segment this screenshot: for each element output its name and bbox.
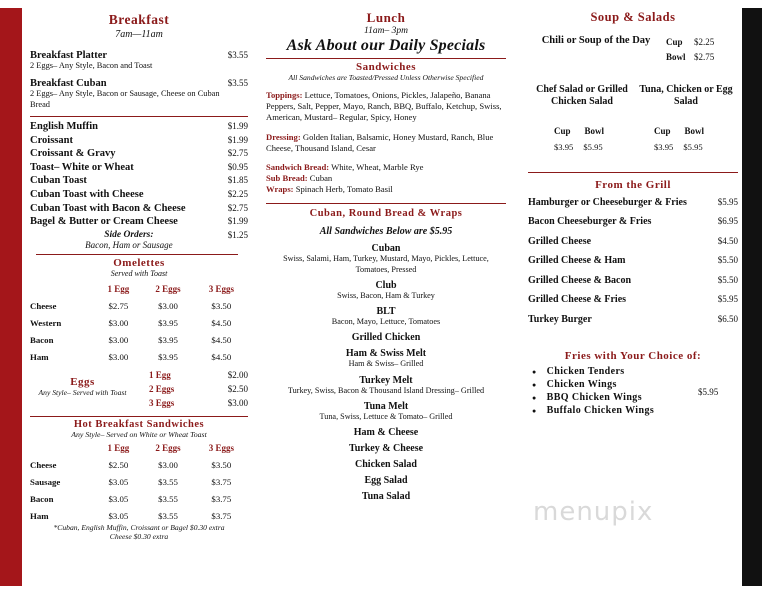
item-name: Cuban Toast with Cheese xyxy=(30,188,144,200)
item-name: Grilled Cheese & Fries xyxy=(528,294,627,306)
item-price: $3.55 xyxy=(227,50,248,60)
list-item xyxy=(30,203,248,214)
fries-price: $5.95 xyxy=(698,387,719,398)
item-price: $6.50 xyxy=(717,313,738,324)
item-name: English Muffin xyxy=(30,121,98,132)
item-price: $2.25 xyxy=(227,188,248,199)
omelettes-table xyxy=(30,282,248,364)
toppings-label: Toppings: xyxy=(266,90,303,100)
chef-salad-name: Chef Salad or Grilled Chicken Salad xyxy=(536,83,628,107)
cell-price: $3.95 xyxy=(158,334,178,345)
item-name: Breakfast Platter xyxy=(30,50,108,61)
bread-label: Sandwich Bread: xyxy=(266,161,330,172)
eggs-subtitle: Any Style– Served with Toast xyxy=(38,387,127,397)
dressing-label: Dressing: xyxy=(266,131,301,142)
table-row xyxy=(30,489,248,506)
item-name: Chicken Wings xyxy=(546,379,617,391)
list-item xyxy=(266,375,506,396)
side-orders-items: Bacon, Ham or Sausage xyxy=(85,239,173,250)
row-name: Bacon xyxy=(30,493,54,504)
item-name: Chicken Tenders xyxy=(546,366,625,378)
list-item xyxy=(30,135,248,146)
list-item xyxy=(266,401,506,422)
list-item xyxy=(528,197,738,210)
item-desc: 2 Eggs– Any Style, Bacon or Sausage, Cheese on Cuban Bread xyxy=(30,89,220,109)
bowl-header: Bowl xyxy=(684,125,705,136)
list-item xyxy=(135,368,248,382)
table-row xyxy=(30,472,248,489)
list-item xyxy=(266,332,506,343)
item-name: BBQ Chicken Wings xyxy=(546,392,642,404)
item-desc: 2 Eggs– Any Style, Bacon and Toast xyxy=(30,61,153,70)
item-name: BLT xyxy=(376,306,396,318)
table-row xyxy=(30,506,248,523)
breakfast-title: Breakfast xyxy=(108,12,170,27)
table-row xyxy=(30,313,248,330)
list-item xyxy=(266,243,506,275)
item-desc: Turkey, Swiss, Bacon & Thousand Island Dressing– Grilled xyxy=(287,385,485,395)
item-price: $2.00 xyxy=(227,369,248,380)
cell-price: $3.05 xyxy=(108,510,129,521)
egg-count: 2 Eggs xyxy=(149,383,175,394)
col-header: 2 Eggs xyxy=(155,442,181,453)
note-line: Cheese $0.30 extra xyxy=(109,531,169,541)
bowl-label: Bowl xyxy=(666,52,686,63)
lunch-title: Lunch xyxy=(366,10,406,25)
dressing-text: Golden Italian, Balsamic, Honey Mustard, Ranch, Blue Cheese, Thousand Island, Cesar xyxy=(266,131,494,153)
col-header: 3 Eggs xyxy=(208,442,234,453)
item-price: $4.50 xyxy=(717,235,738,246)
cell-price: $3.75 xyxy=(211,476,232,487)
divider xyxy=(266,203,506,204)
item-name: Grilled Cheese & Ham xyxy=(528,255,626,267)
row-name: Cheese xyxy=(30,459,57,470)
wraps-text: Spinach Herb, Tomato Basil xyxy=(295,184,393,195)
item-name: Bagel & Butter or Cream Cheese xyxy=(30,216,178,228)
sandwiches-subtitle: All Sandwiches are Toasted/Pressed Unless Otherwise Specified xyxy=(288,73,484,82)
name-header xyxy=(30,282,95,296)
table-header-row xyxy=(30,441,248,455)
cell-price: $3.50 xyxy=(211,459,232,470)
grill-title: From the Grill xyxy=(595,178,671,191)
table-row xyxy=(30,455,248,472)
sub-bread-label: Sub Bread: xyxy=(266,173,308,184)
chef-salad xyxy=(528,84,636,152)
hot-breakfast-note xyxy=(30,523,248,541)
breakfast-platter xyxy=(30,50,248,70)
item-desc: Ham & Swiss– Grilled xyxy=(348,359,424,369)
list-item xyxy=(266,348,506,369)
bullet-icon: ● xyxy=(532,393,537,402)
row-name: Cheese xyxy=(30,300,57,311)
side-orders-price: $1.25 xyxy=(227,229,248,240)
table-row xyxy=(30,330,248,347)
item-name: Grilled Cheese & Bacon xyxy=(528,274,632,286)
item-price: $1.85 xyxy=(227,175,248,186)
item-name: Grilled Chicken xyxy=(351,332,421,344)
sandwiches-title: Sandwiches xyxy=(355,61,417,73)
item-price: $5.95 xyxy=(717,294,738,305)
cell-price: $3.05 xyxy=(108,476,129,487)
cell-price: $3.00 xyxy=(158,300,178,311)
divider xyxy=(30,416,248,417)
list-item xyxy=(532,392,698,403)
list-item xyxy=(30,216,248,227)
item-name: Croissant xyxy=(30,134,73,146)
hot-breakfast-title: Hot Breakfast Sandwiches xyxy=(73,418,205,430)
tuna-bowl-price: $5.95 xyxy=(683,141,703,152)
cell-price: $3.75 xyxy=(211,510,232,521)
cell-price: $3.55 xyxy=(158,476,178,487)
bowl-price: $2.75 xyxy=(694,52,715,63)
item-desc: Swiss, Salami, Ham, Turkey, Mustard, Mayo, Pickles, Lettuce, Tomatoes, Pressed xyxy=(283,254,489,274)
cup-header: Cup xyxy=(554,125,571,136)
item-name: Buffalo Chicken Wings xyxy=(546,405,655,417)
item-price: $0.95 xyxy=(227,161,248,172)
item-name: Grilled Cheese xyxy=(528,235,592,247)
list-item xyxy=(266,280,506,301)
item-name: Egg Salad xyxy=(364,475,408,487)
item-name: Ham & Swiss Melt xyxy=(345,348,427,360)
cell-price: $3.55 xyxy=(158,493,178,504)
list-item xyxy=(528,216,738,229)
item-price: $5.50 xyxy=(717,274,738,285)
item-name: Club xyxy=(375,279,397,291)
hot-breakfast-subtitle: Any Style– Served on White or Wheat Toast xyxy=(71,429,207,439)
item-desc: Bacon, Mayo, Lettuce, Tomatoes xyxy=(331,317,441,327)
item-price: $5.95 xyxy=(717,196,738,207)
col-header: 2 Eggs xyxy=(155,283,181,294)
list-item xyxy=(266,306,506,327)
wraps-label: Wraps: xyxy=(266,184,294,195)
breakfast-cuban xyxy=(30,78,248,110)
col-header: 3 Eggs xyxy=(208,283,234,294)
cup-label: Cup xyxy=(666,37,683,47)
row-name: Bacon xyxy=(30,334,54,345)
daily-specials-banner: Ask About our Daily Specials xyxy=(286,37,486,54)
list-item xyxy=(266,443,506,454)
row-name: Western xyxy=(30,317,62,328)
item-price: $6.95 xyxy=(717,216,738,227)
item-price: $1.99 xyxy=(227,134,248,145)
right-border-bar xyxy=(742,8,762,586)
toppings-text: Lettuce, Tomatoes, Onions, Pickles, Jalapeño, Banana Peppers, Salt, Pepper, Mayo, Ranch, BBQ, Buffalo, Ketchup, Swiss, American, Mustard– Regular, Spicy, Honey xyxy=(266,90,502,123)
tuna-salad-name: Tuna, Chicken or Egg Salad xyxy=(639,83,733,107)
cuban-items-list xyxy=(266,243,506,502)
item-name: Hamburger or Cheeseburger & Fries xyxy=(528,196,687,208)
omelettes-subtitle: Served with Toast xyxy=(110,268,168,278)
item-name: Ham & Cheese xyxy=(353,427,419,439)
bread-text: White, Wheat, Marble Rye xyxy=(331,161,424,172)
item-name: Turkey & Cheese xyxy=(348,443,424,455)
chef-cup-price: $3.95 xyxy=(554,141,574,152)
list-item xyxy=(30,162,248,173)
egg-count: 3 Eggs xyxy=(149,397,175,408)
list-item xyxy=(266,427,506,438)
list-item xyxy=(135,396,248,410)
cell-price: $4.50 xyxy=(211,334,232,345)
cuban-price-note: All Sandwiches Below are $5.95 xyxy=(319,226,453,238)
cell-price: $3.50 xyxy=(211,300,232,311)
fries-block xyxy=(528,366,738,418)
list-item xyxy=(266,459,506,470)
item-name: Turkey Burger xyxy=(528,313,592,325)
bullet-icon: ● xyxy=(532,367,537,376)
list-item xyxy=(528,294,738,307)
item-price: $3.55 xyxy=(227,78,248,88)
cup-price: $2.25 xyxy=(694,37,715,47)
cell-price: $4.50 xyxy=(211,317,232,328)
item-price: $2.75 xyxy=(227,148,248,159)
cell-price: $3.95 xyxy=(158,351,178,362)
list-item xyxy=(528,314,738,327)
bullet-icon: ● xyxy=(532,380,537,389)
omelettes-title: Omelettes xyxy=(113,256,165,269)
list-item xyxy=(532,366,698,377)
fries-title: Fries with Your Choice of: xyxy=(564,350,702,363)
sub-bread-text: Cuban xyxy=(309,173,333,184)
item-price: $2.75 xyxy=(227,202,248,213)
soup-title: Soup & Salads xyxy=(590,10,676,24)
item-price: $3.00 xyxy=(227,397,248,408)
name-header xyxy=(30,441,95,455)
item-name: Breakfast Cuban xyxy=(30,78,107,89)
cell-price: $4.50 xyxy=(211,351,232,362)
cell-price: $3.00 xyxy=(108,334,129,345)
list-item xyxy=(30,189,248,200)
eggs-section xyxy=(30,368,248,410)
cuban-section-title: Cuban, Round Bread & Wraps xyxy=(309,208,463,220)
tuna-salad xyxy=(636,84,736,152)
list-item xyxy=(30,121,248,132)
table-row xyxy=(30,347,248,364)
item-price: $1.99 xyxy=(227,121,248,131)
cell-price: $3.00 xyxy=(108,317,129,328)
item-name: Croissant & Gravy xyxy=(30,148,116,160)
item-price: $5.50 xyxy=(717,255,738,266)
row-name: Ham xyxy=(30,510,49,521)
bullet-icon: ● xyxy=(532,406,537,415)
table-row xyxy=(30,296,248,313)
item-name: Chicken Salad xyxy=(355,459,417,471)
egg-count: 1 Egg xyxy=(149,369,171,380)
list-item xyxy=(532,405,698,416)
item-price: $1.99 xyxy=(227,216,248,227)
item-name: Cuban Toast with Bacon & Cheese xyxy=(30,202,186,214)
item-name: Turkey Melt xyxy=(359,374,413,386)
menupix-watermark: menupix xyxy=(533,497,654,527)
item-name: Tuna Melt xyxy=(363,400,409,412)
item-price: $2.50 xyxy=(227,383,248,394)
item-desc: Tuna, Swiss, Lettuce & Tomato– Grilled xyxy=(319,411,453,421)
cell-price: $3.00 xyxy=(108,351,129,362)
cup-header: Cup xyxy=(654,125,671,136)
table-header-row xyxy=(30,282,248,296)
side-orders xyxy=(30,230,248,250)
list-item xyxy=(528,255,738,268)
breakfast-hours: 7am—11am xyxy=(115,29,163,40)
breakfast-column xyxy=(30,6,248,541)
list-item xyxy=(266,475,506,486)
item-name: Cuban Toast xyxy=(30,175,87,187)
left-border-bar xyxy=(0,8,22,586)
list-item xyxy=(528,236,738,249)
col-header: 1 Egg xyxy=(107,442,130,453)
tuna-cup-price: $3.95 xyxy=(654,141,674,152)
cell-price: $3.00 xyxy=(158,459,178,470)
divider xyxy=(528,172,738,173)
cell-price: $3.95 xyxy=(158,317,178,328)
chili-row xyxy=(528,35,738,66)
note-line: *Cuban, English Muffin, Croissant or Bagel $0.30 extra xyxy=(53,522,225,532)
item-name: Tuna Salad xyxy=(361,491,411,503)
salads-row xyxy=(528,84,738,152)
item-desc: Swiss, Bacon, Ham & Turkey xyxy=(337,290,435,300)
item-name: Bacon Cheeseburger & Fries xyxy=(528,216,652,228)
cell-price: $2.75 xyxy=(108,300,129,311)
row-name: Ham xyxy=(30,351,49,362)
item-name: Toast– White or Wheat xyxy=(30,161,134,173)
side-orders-label: Side Orders: xyxy=(104,229,154,240)
item-name: Cuban xyxy=(371,243,401,255)
bowl-header: Bowl xyxy=(584,125,605,136)
soup-grill-column xyxy=(528,6,738,418)
divider xyxy=(36,254,238,255)
list-item xyxy=(532,379,698,390)
chili-name: Chili or Soup of the Day xyxy=(541,35,651,46)
hot-breakfast-table xyxy=(30,441,248,523)
toppings-block xyxy=(266,90,506,124)
list-item xyxy=(266,491,506,502)
divider xyxy=(266,58,506,59)
list-item xyxy=(30,148,248,159)
breakfast-items-list xyxy=(30,121,248,227)
lunch-hours: 11am– 3pm xyxy=(364,26,408,36)
list-item xyxy=(135,382,248,396)
cell-price: $3.75 xyxy=(211,493,232,504)
list-item xyxy=(30,175,248,186)
chef-bowl-price: $5.95 xyxy=(583,141,603,152)
bread-block xyxy=(266,162,506,196)
dressing-block xyxy=(266,132,506,154)
cell-price: $3.55 xyxy=(158,510,178,521)
cell-price: $3.05 xyxy=(108,493,129,504)
row-name: Sausage xyxy=(30,476,61,487)
col-header: 1 Egg xyxy=(107,283,130,294)
eggs-title: Eggs xyxy=(70,375,95,388)
divider xyxy=(30,116,248,117)
list-item xyxy=(528,275,738,288)
cell-price: $2.50 xyxy=(108,459,129,470)
lunch-column xyxy=(266,6,506,507)
grill-items-list xyxy=(528,197,738,327)
